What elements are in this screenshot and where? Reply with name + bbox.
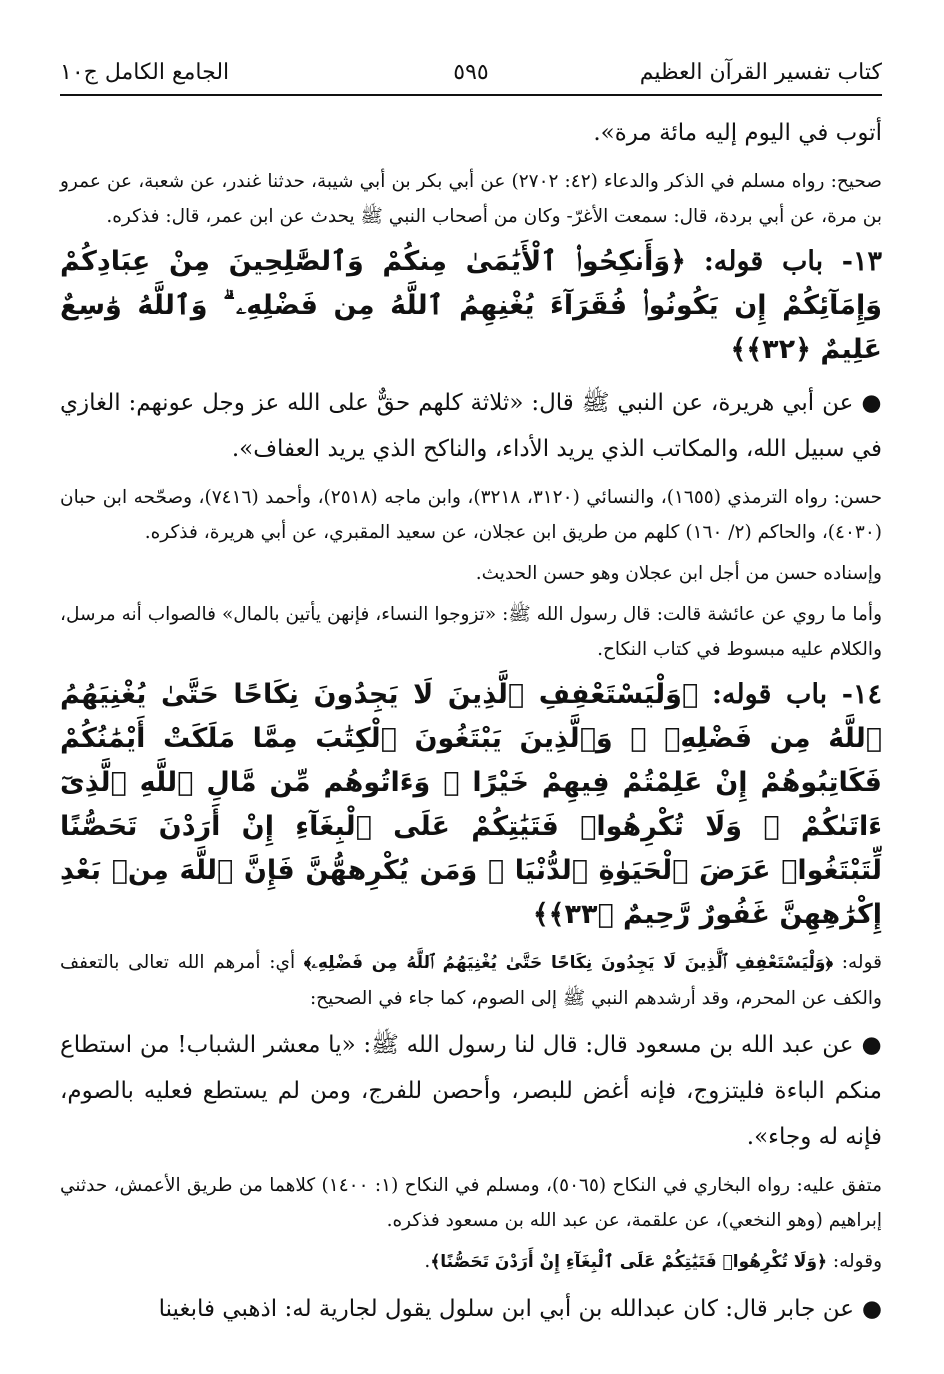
bullet-icon: ● [861,389,882,416]
tafsir-text: أي: أمرهم الله تعالى بالتعفف والكف عن المحرم، وقد أرشدهم النبي ﷺ إلى الصوم، كما جاء في الصحيح: [60,952,882,1009]
tafsir-lead: قوله: [841,952,882,973]
tafsir-verse: ﴿وَلْيَسْتَعْفِفِ ٱلَّذِينَ لَا يَجِدُونَ نِكَاحًا حَتَّىٰ يُغْنِيَهُمُ ٱللَّهُ مِن فَضْلِهِۦ﴾ [303,953,834,973]
tafsir-paragraph [60,945,882,1016]
book-title: كتاب تفسير القرآن العظيم [639,60,882,85]
verse-end: . [424,1251,431,1272]
verse-reference [60,1244,882,1280]
bullet-icon: ● [861,1031,882,1058]
hadith-jabir [60,1286,882,1332]
chapter-14 [60,673,882,937]
hadith-text: عن جابر قال: كان عبدالله بن أبي ابن سلول يقول لجارية له: اذهبي فابغينا [158,1296,854,1322]
volume-title: الجامع الكامل ج١٠ [60,60,230,85]
hadith-abu-hurayra [60,380,882,472]
page-body [60,110,882,1340]
hadith-text: عن عبد الله بن مسعود قال: قال لنا رسول الله ﷺ: «يا معشر الشباب! من استطاع منكم الباءة فليتزوج، فإنه أغض للبصر، وأحصن للفرج، ومن لم يستطع فعليه بالصوم، فإنه له وجاء». [60,1032,882,1150]
chapter-13-title: ١٣- باب قوله: [703,246,882,277]
page-header [60,58,882,92]
header-rule [60,94,882,96]
takhrij-paragraph: متفق عليه: رواه البخاري في النكاح (٥٠٦٥)، ومسلم في النكاح (١: ١٤٠٠) كلاهما من طريق الأعمش، حدثني إبراهيم (وهو النخعي)، عن علقمة، عن عبد الله بن مسعود فذكره. [60,1175,882,1231]
hadith-ibn-masud [60,1022,882,1160]
bullet-icon: ● [861,1295,882,1322]
aisha-note: وأما ما روي عن عائشة قالت: قال رسول الله ﷺ: «تزوجوا النساء، فإنهن يأتين بالمال» فالصواب أنه مرسل، والكلام عليه مبسوط في كتاب النكاح. [60,604,882,660]
page-number: ٥٩٥ [453,60,489,85]
isnad-note: وإسناده حسن من أجل ابن عجلان وهو حسن الحديث. [475,563,882,584]
chapter-13 [60,240,882,372]
chapter-14-verse: ﴿وَلْيَسْتَعْفِفِ ٱلَّذِينَ لَا يَجِدُونَ نِكَاحًا حَتَّىٰ يُغْنِيَهُمُ ٱللَّهُ مِن فَضْلِهِۦ ۗ وَٱلَّذِينَ يَبْتَغُونَ ٱلْكِتَٰبَ مِمَّا مَلَكَتْ أَيْمَٰنُكُمْ فَكَاتِبُوهُمْ إِنْ عَلِمْتُمْ فِيهِمْ خَيْرًا ۖ وَءَاتُوهُم مِّن مَّالِ ٱللَّهِ ٱلَّذِىٓ ءَاتَىٰكُمْ ۚ وَلَا تُكْرِهُوا۟ فَتَيَٰتِكُمْ عَلَى ٱلْبِغَآءِ إِنْ أَرَدْنَ تَحَصُّنًا لِّتَبْتَغُوا۟ عَرَضَ ٱلْحَيَوٰةِ ٱلدُّنْيَا ۚ وَمَن يُكْرِههُّنَّ فَإِنَّ ٱللَّهَ مِنۢ بَعْدِ إِكْرَٰهِهِنَّ غَفُورٌ رَّحِيمٌ ﴿٣٣﴾﴾ [60,679,882,930]
verse-lead: وقوله: [832,1251,882,1272]
takhrij-paragraph: صحيح: رواه مسلم في الذكر والدعاء (٤٢: ٢٧٠٢) عن أبي بكر بن أبي شيبة، حدثنا غندر، عن شعبة، عن عمرو بن مرة، عن أبي بردة، قال: سمعت الأغرّ- وكان من أصحاب النبي ﷺ يحدث عن ابن عمر، قال: فذكره. [60,171,882,227]
hadith-text: عن أبي هريرة، عن النبي ﷺ قال: «ثلاثة كلهم حقٌّ على الله عز وجل عونهم: الغازي في سبيل الله، والمكاتب الذي يريد الأداء، والناكح الذي يريد العفاف». [60,390,882,462]
takhrij-paragraph: حسن: رواه الترمذي (١٦٥٥)، والنسائي (٣١٢٠، ٣٢١٨)، وابن ماجه (٢٥١٨)، وأحمد (٧٤١٦)، وصحّحه ابن حبان (٤٠٣٠)، والحاكم (٢/ ١٦٠) كلهم من طريق ابن عجلان، عن سعيد المقبري، عن أبي هريرة، فذكره. [60,487,883,543]
chapter-14-title: ١٤- باب قوله: [711,679,882,710]
chapter-13-verse: ﴿وَأَنكِحُوا۟ ٱلْأَيَٰمَىٰ مِنكُمْ وَٱلصَّٰلِحِينَ مِنْ عِبَادِكُمْ وَإِمَآئِكُمْ إِن يَكُونُوا۟ فُقَرَآءَ يُغْنِهِمُ ٱللَّهُ مِن فَضْلِهِۦ ۗ وَٱللَّهُ وَٰسِعٌ عَلِيمٌ ﴿٣٢﴾﴾ [60,246,882,365]
verse-quote: ﴿وَلَا تُكْرِهُوا۟ فَتَيَٰتِكُمْ عَلَى ٱلْبِغَآءِ إِنْ أَرَدْنَ تَحَصُّنًا﴾ [430,1252,827,1272]
hadith-text-end: أتوب في اليوم إليه مائة مرة». [593,120,882,146]
